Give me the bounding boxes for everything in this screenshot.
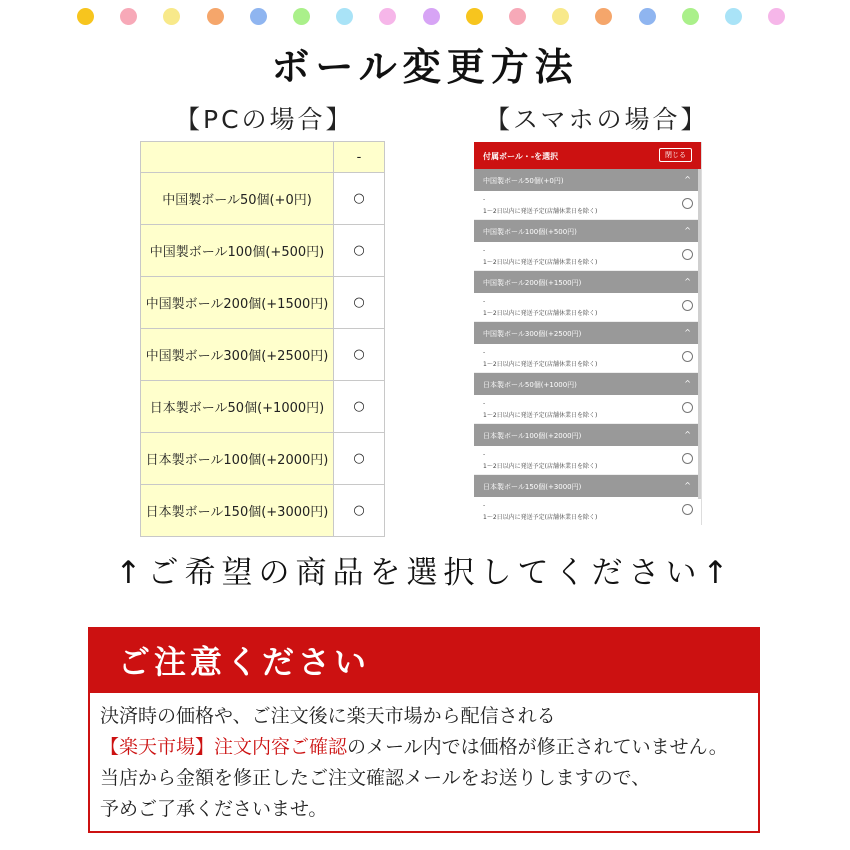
- notice-line-2: [100, 732, 758, 763]
- pc-option-label: 中国製ボール50個(+0円): [141, 173, 334, 225]
- sp-option-radio[interactable]: [682, 198, 693, 209]
- pc-table-header: [141, 142, 385, 173]
- sp-scrollbar[interactable]: [698, 169, 701, 499]
- sp-option-header[interactable]: [474, 424, 701, 446]
- notice-line-4: 予めご了承くださいませ。: [100, 798, 328, 820]
- sp-option-radio[interactable]: [682, 300, 693, 311]
- decorative-dots: [0, 0, 850, 34]
- sp-close-button[interactable]: 閉じる: [659, 148, 692, 162]
- decorative-dot: [250, 8, 267, 25]
- pc-option-radio[interactable]: ○: [334, 329, 385, 381]
- sp-option-header[interactable]: [474, 373, 701, 395]
- select-prompt: ↑ご希望の商品を選択してください↑: [115, 555, 735, 591]
- decorative-dot: [77, 8, 94, 25]
- sp-option-label: 日本製ボール50個(+1000円): [483, 381, 577, 389]
- sp-option-body[interactable]: [474, 395, 701, 424]
- sp-option-label: 中国製ボール200個(+1500円): [483, 279, 582, 287]
- pc-option-radio[interactable]: ○: [334, 277, 385, 329]
- notice-line-2-rest: のメール内では価格が修正されていません。: [347, 736, 728, 758]
- decorative-dot: [120, 8, 137, 25]
- sp-option-radio[interactable]: [682, 402, 693, 413]
- decorative-dot: [379, 8, 396, 25]
- sp-option-header[interactable]: [474, 220, 701, 242]
- sp-option-dash: -: [483, 400, 486, 407]
- sp-option-radio[interactable]: [682, 504, 693, 515]
- sp-shipping-note: 1～2日以内に発送予定(店舗休業日を除く): [483, 463, 598, 470]
- sp-option-label: 日本製ボール100個(+2000円): [483, 432, 582, 440]
- pc-options-table: [140, 141, 385, 537]
- chevron-up-icon[interactable]: ^: [684, 175, 691, 184]
- decorative-dot: [163, 8, 180, 25]
- pc-option-radio[interactable]: ○: [334, 173, 385, 225]
- pc-option-row[interactable]: [141, 277, 385, 329]
- sp-shipping-note: 1～2日以内に発送予定(店舗休業日を除く): [483, 259, 598, 266]
- pc-option-row[interactable]: [141, 381, 385, 433]
- chevron-up-icon[interactable]: ^: [684, 328, 691, 337]
- notice-heading: ご注意ください: [90, 629, 758, 693]
- sp-option-label: 中国製ボール100個(+500円): [483, 228, 577, 236]
- decorative-dot: [768, 8, 785, 25]
- sp-option-body[interactable]: [474, 497, 701, 525]
- decorative-dot: [639, 8, 656, 25]
- pc-option-label: 日本製ボール100個(+2000円): [141, 433, 334, 485]
- decorative-dot: [293, 8, 310, 25]
- pc-heading: 【PCの場合】: [175, 105, 354, 134]
- sp-header: [474, 142, 701, 169]
- pc-option-radio[interactable]: ○: [334, 433, 385, 485]
- sp-option-dash: -: [483, 247, 486, 254]
- pc-option-radio[interactable]: ○: [334, 485, 385, 537]
- pc-option-label: 中国製ボール100個(+500円): [141, 225, 334, 277]
- chevron-up-icon[interactable]: ^: [684, 430, 691, 439]
- pc-option-label: 中国製ボール200個(+1500円): [141, 277, 334, 329]
- page-title: ボール変更方法: [271, 45, 579, 89]
- sp-shipping-note: 1～2日以内に発送予定(店舗休業日を除く): [483, 361, 598, 368]
- pc-option-label: 中国製ボール300個(+2500円): [141, 329, 334, 381]
- sp-shipping-note: 1～2日以内に発送予定(店舗休業日を除く): [483, 208, 598, 215]
- pc-option-radio[interactable]: ○: [334, 225, 385, 277]
- chevron-up-icon[interactable]: ^: [684, 481, 691, 490]
- sp-option-body[interactable]: [474, 242, 701, 271]
- sp-shipping-note: 1～2日以内に発送予定(店舗休業日を除く): [483, 514, 598, 521]
- sp-option-radio[interactable]: [682, 249, 693, 260]
- decorative-dot: [423, 8, 440, 25]
- pc-option-row[interactable]: [141, 225, 385, 277]
- decorative-dot: [552, 8, 569, 25]
- sp-option-dash: -: [483, 196, 486, 203]
- decorative-dot: [595, 8, 612, 25]
- smartphone-preview: [474, 142, 702, 525]
- sp-option-body[interactable]: [474, 344, 701, 373]
- sp-option-dash: -: [483, 298, 486, 305]
- sp-option-dash: -: [483, 502, 486, 509]
- sp-shipping-note: 1～2日以内に発送予定(店舗休業日を除く): [483, 310, 598, 317]
- sp-option-body[interactable]: [474, 191, 701, 220]
- sp-option-header[interactable]: [474, 169, 701, 191]
- decorative-dot: [466, 8, 483, 25]
- chevron-up-icon[interactable]: ^: [684, 379, 691, 388]
- sp-option-body[interactable]: [474, 446, 701, 475]
- chevron-up-icon[interactable]: ^: [684, 277, 691, 286]
- sp-option-header[interactable]: [474, 322, 701, 344]
- decorative-dot: [207, 8, 224, 25]
- pc-header-dash: -: [334, 142, 385, 173]
- sp-heading: 【スマホの場合】: [485, 105, 709, 134]
- pc-option-label: 日本製ボール50個(+1000円): [141, 381, 334, 433]
- pc-option-radio[interactable]: ○: [334, 381, 385, 433]
- notice-body: [90, 693, 758, 825]
- sp-option-label: 中国製ボール300個(+2500円): [483, 330, 582, 338]
- notice-line-3: 当店から金額を修正したご注文確認メールをお送りしますので、: [100, 767, 651, 789]
- decorative-dot: [682, 8, 699, 25]
- chevron-up-icon[interactable]: ^: [684, 226, 691, 235]
- pc-header-blank: [141, 142, 334, 173]
- decorative-dot: [509, 8, 526, 25]
- decorative-dot: [725, 8, 742, 25]
- notice-box: [88, 627, 760, 833]
- notice-mail-name: 【楽天市場】注文内容ご確認: [100, 736, 348, 758]
- sp-option-radio[interactable]: [682, 351, 693, 362]
- sp-shipping-note: 1～2日以内に発送予定(店舗休業日を除く): [483, 412, 598, 419]
- sp-option-dash: -: [483, 349, 486, 356]
- pc-option-row[interactable]: [141, 173, 385, 225]
- sp-header-title: 付属ボール・-を選択: [483, 152, 559, 161]
- pc-option-row[interactable]: [141, 433, 385, 485]
- sp-option-label: 中国製ボール50個(+0円): [483, 177, 564, 185]
- pc-option-label: 日本製ボール150個(+3000円): [141, 485, 334, 537]
- pc-option-row[interactable]: [141, 329, 385, 381]
- sp-option-header[interactable]: [474, 271, 701, 293]
- pc-option-row[interactable]: [141, 485, 385, 537]
- sp-option-header[interactable]: [474, 475, 701, 497]
- sp-option-radio[interactable]: [682, 453, 693, 464]
- decorative-dot: [336, 8, 353, 25]
- notice-line-1: 決済時の価格や、ご注文後に楽天市場から配信される: [100, 705, 556, 727]
- sp-option-body[interactable]: [474, 293, 701, 322]
- sp-option-label: 日本製ボール150個(+3000円): [483, 483, 582, 491]
- sp-option-dash: -: [483, 451, 486, 458]
